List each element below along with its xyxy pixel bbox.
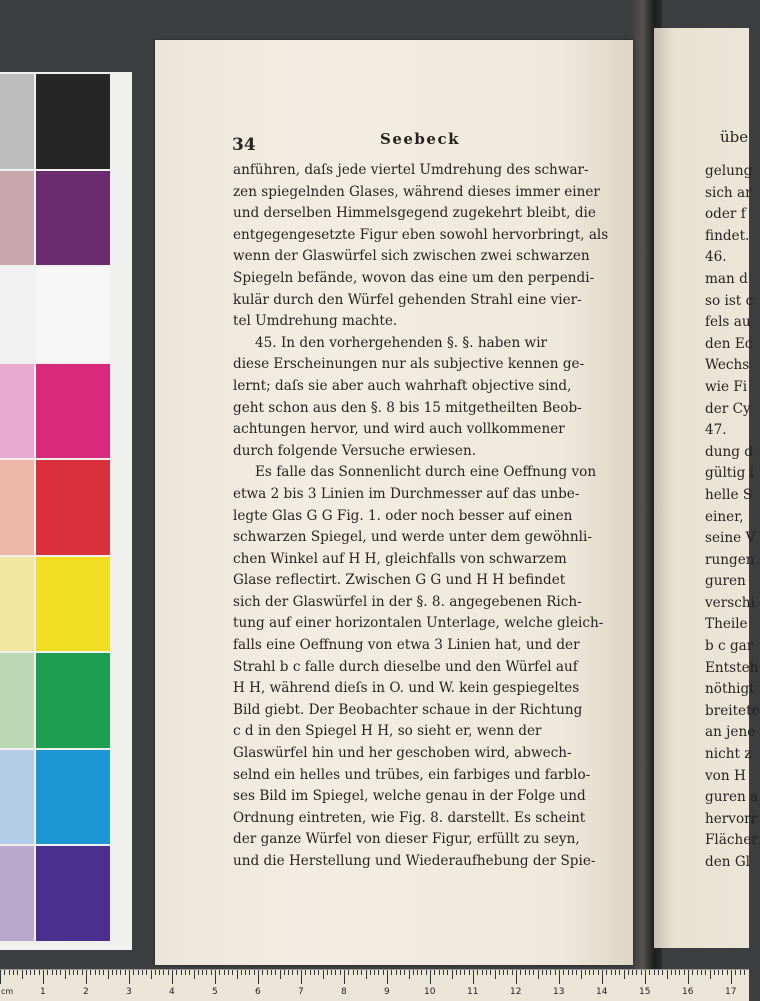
- ruler-tick: [387, 970, 388, 984]
- ruler-tick: [705, 970, 706, 975]
- facing-text-line: gültig i: [705, 465, 754, 482]
- facing-text-line: gelung: [705, 163, 753, 179]
- color-swatch-light: [0, 557, 34, 652]
- color-swatch-saturated: [36, 171, 110, 266]
- color-swatch-saturated: [36, 653, 110, 748]
- ruler-tick: [267, 970, 268, 975]
- ruler-tick: [310, 970, 311, 975]
- ruler-tick: [185, 970, 186, 975]
- facing-text-line: breitete: [705, 702, 760, 719]
- ruler-tick: [258, 970, 259, 984]
- ruler-tick: [125, 970, 126, 975]
- ruler-tick: [628, 970, 629, 975]
- ruler-tick: [357, 970, 358, 975]
- ruler-tick: [555, 970, 556, 975]
- facing-text-line: einer,: [705, 508, 744, 525]
- text-line: Strahl b c falle durch dieselbe und den Würfel auf: [233, 658, 578, 675]
- ruler-tick: [469, 970, 470, 975]
- ruler-tick: [447, 970, 448, 975]
- ruler-tick: [344, 970, 345, 984]
- text-line: tel Umdrehung machte.: [233, 313, 398, 330]
- ruler-tick: [679, 970, 680, 975]
- page-number: 34: [232, 135, 256, 155]
- ruler-tick: [464, 970, 465, 975]
- ruler-tick: [280, 970, 281, 979]
- facing-text-line: oder f: [705, 206, 746, 223]
- text-line: Glaswürfel hin und her geschoben wird, abwech-: [233, 745, 572, 762]
- facing-page-text: [705, 161, 760, 874]
- ruler-label: 3: [126, 987, 132, 997]
- ruler-tick: [722, 970, 723, 975]
- ruler-tick: [671, 970, 672, 975]
- ruler-tick: [56, 970, 57, 975]
- ruler-tick: [404, 970, 405, 975]
- ruler-label: 12: [510, 987, 522, 997]
- ruler-tick: [13, 970, 14, 975]
- ruler-tick: [241, 970, 242, 975]
- ruler-tick: [675, 970, 676, 975]
- ruler-tick: [30, 970, 31, 975]
- ruler-tick: [692, 970, 693, 975]
- ruler-tick: [520, 970, 521, 975]
- measurement-ruler: [0, 969, 749, 1001]
- ruler-tick: [589, 970, 590, 975]
- ruler-tick: [366, 970, 367, 979]
- page-body-text: [233, 160, 618, 873]
- color-swatch-light: [0, 846, 34, 941]
- ruler-tick: [275, 970, 276, 975]
- ruler-tick: [353, 970, 354, 975]
- ruler-tick: [172, 970, 173, 984]
- text-line: und die Herstellung und Wiederaufhebung der Spie-: [233, 853, 596, 869]
- ruler-tick: [632, 970, 633, 975]
- ruler-tick: [194, 970, 195, 979]
- ruler-tick: [17, 970, 18, 975]
- ruler-tick: [22, 970, 23, 979]
- ruler-tick: [34, 970, 35, 975]
- text-line: Es falle das Sonnenlicht durch eine Oeffnung von: [255, 464, 597, 481]
- ruler-tick: [198, 970, 199, 975]
- ruler-tick: [0, 970, 1, 984]
- ruler-tick: [391, 970, 392, 975]
- color-swatch-saturated: [36, 557, 110, 652]
- ruler-tick: [77, 970, 78, 975]
- color-swatch-saturated: [36, 750, 110, 845]
- ruler-tick: [4, 970, 5, 975]
- text-line: durch folgende Versuche erwiesen.: [233, 442, 477, 459]
- ruler-tick: [82, 970, 83, 975]
- facing-text-line: b c gar: [705, 638, 754, 655]
- text-line: entgegengesetzte Figur eben sowohl hervorbringt, als: [233, 226, 609, 243]
- facing-text-line: Entsteh: [705, 659, 759, 676]
- ruler-tick: [297, 970, 298, 975]
- ruler-label: 2: [83, 987, 89, 997]
- ruler-tick: [335, 970, 336, 975]
- ruler-tick: [52, 970, 53, 975]
- ruler-tick: [615, 970, 616, 975]
- ruler-tick: [731, 970, 732, 984]
- ruler-tick: [224, 970, 225, 975]
- ruler-tick: [155, 970, 156, 975]
- ruler-tick: [202, 970, 203, 975]
- ruler-tick: [718, 970, 719, 975]
- ruler-tick: [232, 970, 233, 975]
- ruler-tick: [658, 970, 659, 975]
- ruler-tick: [215, 970, 216, 984]
- ruler-tick: [421, 970, 422, 975]
- ruler-label: 14: [596, 987, 608, 997]
- ruler-tick: [529, 970, 530, 975]
- ruler-tick: [305, 970, 306, 975]
- text-line: Glase reflectirt. Zwischen G G und H H befindet: [233, 572, 566, 589]
- ruler-tick: [314, 970, 315, 975]
- ruler-tick: [211, 970, 212, 975]
- ruler-tick: [619, 970, 620, 975]
- facing-text-line: nicht z: [705, 746, 752, 763]
- ruler-tick: [550, 970, 551, 975]
- ruler-tick: [606, 970, 607, 975]
- facing-text-line: hervorr: [705, 810, 758, 827]
- ruler-tick: [292, 970, 293, 975]
- facing-text-line: rungen: [705, 551, 755, 568]
- text-line: lernt; daſs sie aber auch wahrhaft objective sind,: [233, 377, 572, 394]
- color-swatch-saturated: [36, 267, 110, 362]
- ruler-tick: [120, 970, 121, 975]
- ruler-tick: [563, 970, 564, 975]
- ruler-tick: [482, 970, 483, 975]
- text-line: ses Bild im Spiegel, welche genau in der Folge und: [233, 788, 586, 805]
- ruler-tick: [688, 970, 689, 984]
- ruler-tick: [538, 970, 539, 979]
- ruler-tick: [318, 970, 319, 975]
- ruler-tick: [86, 970, 87, 984]
- ruler-tick: [456, 970, 457, 975]
- ruler-tick: [430, 970, 431, 984]
- ruler-tick: [116, 970, 117, 975]
- ruler-tick: [503, 970, 504, 975]
- ruler-tick: [473, 970, 474, 984]
- facing-text-line: dung d: [705, 443, 753, 460]
- ruler-tick: [542, 970, 543, 975]
- facing-text-line: von H: [705, 767, 746, 784]
- ruler-tick: [525, 970, 526, 975]
- color-swatch-light: [0, 750, 34, 845]
- ruler-tick: [219, 970, 220, 975]
- color-swatch-light: [0, 267, 34, 362]
- facing-text-line: man d: [705, 270, 748, 287]
- ruler-tick: [95, 970, 96, 975]
- facing-text-line: den Gl: [705, 854, 751, 870]
- ruler-tick: [710, 970, 711, 979]
- ruler-tick: [108, 970, 109, 979]
- ruler-tick: [602, 970, 603, 984]
- ruler-tick: [159, 970, 160, 975]
- text-line: chen Winkel auf H H, gleichfalls von schwarzem: [233, 550, 567, 567]
- facing-text-line: der Cy: [705, 400, 751, 417]
- text-line: c d in den Spiegel H H, so sieht er, wenn der: [233, 723, 542, 740]
- facing-text-line: guren a: [705, 789, 759, 806]
- ruler-tick: [568, 970, 569, 975]
- ruler-tick: [181, 970, 182, 975]
- ruler-tick: [516, 970, 517, 984]
- ruler-tick: [378, 970, 379, 975]
- facing-text-line: wie Fi: [705, 378, 748, 395]
- ruler-tick: [26, 970, 27, 975]
- ruler-tick: [39, 970, 40, 975]
- ruler-tick: [533, 970, 534, 975]
- text-line: kulär durch den Würfel gehenden Strahl eine vier-: [233, 291, 582, 308]
- text-line: schwarzen Spiegel, und werde unter dem gewöhnli-: [233, 529, 592, 546]
- ruler-tick: [43, 970, 44, 984]
- ruler-tick: [593, 970, 594, 975]
- ruler-tick: [129, 970, 130, 984]
- text-line: selnd ein helles und trübes, ein farbiges und farblo-: [233, 766, 591, 783]
- ruler-label: 5: [212, 987, 218, 997]
- ruler-tick: [99, 970, 100, 975]
- ruler-tick: [189, 970, 190, 975]
- ruler-tick: [512, 970, 513, 975]
- text-line: Spiegeln befände, wovon das eine um den perpendi-: [233, 269, 595, 286]
- facing-text-line: so ist c: [705, 292, 754, 309]
- ruler-tick: [576, 970, 577, 975]
- ruler-tick: [348, 970, 349, 975]
- ruler-tick: [581, 970, 582, 979]
- facing-text-line: sich ar: [705, 184, 752, 201]
- ruler-label: 16: [682, 987, 694, 997]
- ruler-tick: [507, 970, 508, 975]
- ruler-label: 6: [255, 987, 261, 997]
- ruler-tick: [662, 970, 663, 975]
- ruler-tick: [142, 970, 143, 975]
- ruler-tick: [245, 970, 246, 975]
- facing-text-line: Flächer: [705, 832, 758, 849]
- ruler-tick: [667, 970, 668, 979]
- color-checker: [0, 72, 132, 950]
- ruler-tick: [598, 970, 599, 975]
- facing-text-line: den Ec: [705, 335, 753, 352]
- color-swatch-light: [0, 653, 34, 748]
- text-line: zen spiegelnden Glases, während dieses immer einer: [233, 183, 600, 200]
- ruler-tick: [271, 970, 272, 975]
- color-swatch-saturated: [36, 846, 110, 941]
- text-line: 45. In den vorhergehenden §. §. haben wir: [255, 334, 548, 351]
- text-line: falls eine Oeffnung von etwa 3 Linien hat, und der: [233, 637, 580, 654]
- ruler-label: 13: [553, 987, 565, 997]
- facing-text-line: 46.: [705, 249, 727, 266]
- ruler-tick: [90, 970, 91, 975]
- ruler-tick: [151, 970, 152, 979]
- ruler-tick: [740, 970, 741, 975]
- ruler-tick: [641, 970, 642, 975]
- ruler-tick: [262, 970, 263, 975]
- facing-text-line: verschi: [705, 594, 755, 611]
- running-head: Seebeck: [380, 130, 460, 148]
- ruler-tick: [133, 970, 134, 975]
- ruler-tick: [611, 970, 612, 975]
- ruler-tick: [697, 970, 698, 975]
- ruler-tick: [254, 970, 255, 975]
- ruler-label: 9: [384, 987, 390, 997]
- ruler-tick: [452, 970, 453, 979]
- ruler-label: 7: [298, 987, 304, 997]
- text-line: Ordnung eintreten, wie Fig. 8. darstellt. Es scheint: [233, 809, 586, 826]
- ruler-label: 15: [639, 987, 651, 997]
- ruler-tick: [443, 970, 444, 975]
- ruler-tick: [434, 970, 435, 975]
- text-line: etwa 2 bis 3 Linien im Durchmesser auf das unbe-: [233, 485, 580, 502]
- ruler-tick: [146, 970, 147, 975]
- ruler-unit: cm: [1, 987, 14, 996]
- ruler-tick: [340, 970, 341, 975]
- ruler-tick: [684, 970, 685, 975]
- ruler-tick: [744, 970, 745, 975]
- ruler-tick: [714, 970, 715, 975]
- facing-text-line: fels au: [705, 314, 751, 331]
- ruler-tick: [383, 970, 384, 975]
- ruler-label: 17: [725, 987, 737, 997]
- ruler-tick: [559, 970, 560, 984]
- ruler-tick: [409, 970, 410, 979]
- ruler-tick: [585, 970, 586, 975]
- ruler-tick: [649, 970, 650, 975]
- ruler-tick: [331, 970, 332, 975]
- ruler-tick: [460, 970, 461, 975]
- ruler-tick: [168, 970, 169, 975]
- ruler-tick: [546, 970, 547, 975]
- color-swatch-light: [0, 460, 34, 555]
- text-line: sich der Glaswürfel in der §. 8. angegebenen Rich-: [233, 593, 582, 610]
- ruler-tick: [654, 970, 655, 975]
- ruler-tick: [413, 970, 414, 975]
- facing-text-line: helle S: [705, 486, 753, 503]
- ruler-tick: [323, 970, 324, 979]
- ruler-tick: [400, 970, 401, 975]
- facing-text-line: Theile: [705, 616, 748, 633]
- ruler-tick: [301, 970, 302, 984]
- text-line: geht schon aus den §. 8 bis 15 mitgetheilten Beob-: [233, 399, 582, 416]
- ruler-tick: [206, 970, 207, 975]
- ruler-tick: [490, 970, 491, 975]
- color-swatch-light: [0, 74, 34, 169]
- ruler-tick: [103, 970, 104, 975]
- text-line: und derselben Himmelsgegend zugekehrt bleibt, die: [233, 205, 596, 222]
- ruler-tick: [284, 970, 285, 975]
- ruler-tick: [9, 970, 10, 975]
- text-line: der ganze Würfel von dieser Figur, erfüllt zu seyn,: [233, 831, 580, 848]
- ruler-tick: [112, 970, 113, 975]
- ruler-tick: [636, 970, 637, 975]
- text-line: wenn der Glaswürfel sich zwischen zwei schwarzen: [233, 248, 590, 265]
- ruler-label: 11: [467, 987, 479, 997]
- ruler-tick: [735, 970, 736, 975]
- text-line: achtungen hervor, und wird auch vollkommener: [233, 421, 565, 438]
- facing-text-line: guren: [705, 573, 746, 590]
- color-swatch-light: [0, 171, 34, 266]
- ruler-tick: [417, 970, 418, 975]
- ruler-tick: [73, 970, 74, 975]
- ruler-tick: [65, 970, 66, 979]
- ruler-tick: [361, 970, 362, 975]
- facing-text-line: seine V: [705, 530, 756, 547]
- color-swatch-light: [0, 364, 34, 459]
- ruler-tick: [727, 970, 728, 975]
- ruler-label: 10: [424, 987, 436, 997]
- ruler-tick: [477, 970, 478, 975]
- ruler-tick: [176, 970, 177, 975]
- ruler-tick: [624, 970, 625, 979]
- ruler-tick: [499, 970, 500, 975]
- color-swatch-saturated: [36, 460, 110, 555]
- text-line: legte Glas G G Fig. 1. oder noch besser auf einen: [233, 507, 573, 524]
- ruler-tick: [228, 970, 229, 975]
- ruler-label: 4: [169, 987, 175, 997]
- text-line: tung auf einer horizontalen Unterlage, welche gleich-: [233, 615, 604, 632]
- facing-text-line: findet.: [705, 227, 750, 244]
- ruler-tick: [370, 970, 371, 975]
- color-swatch-saturated: [36, 364, 110, 459]
- ruler-tick: [396, 970, 397, 975]
- ruler-tick: [47, 970, 48, 975]
- facing-text-line: Wechs: [705, 357, 750, 374]
- facing-text-line: an jene: [705, 724, 756, 741]
- ruler-tick: [426, 970, 427, 975]
- color-swatch-saturated: [36, 74, 110, 169]
- ruler-tick: [288, 970, 289, 975]
- ruler-tick: [486, 970, 487, 975]
- ruler-label: 8: [341, 987, 347, 997]
- text-line: diese Erscheinungen nur als subjective kennen ge-: [233, 356, 585, 373]
- text-line: H H, während dieſs in O. und W. kein gespiegeltes: [233, 680, 580, 697]
- ruler-tick: [495, 970, 496, 979]
- facing-text-line: nöthigt: [705, 681, 755, 698]
- ruler-tick: [69, 970, 70, 975]
- ruler-tick: [439, 970, 440, 975]
- text-line: Bild giebt. Der Beobachter schaue in der Richtung: [233, 701, 583, 718]
- facing-text-line: 47.: [705, 422, 727, 439]
- ruler-tick: [327, 970, 328, 975]
- ruler-tick: [163, 970, 164, 975]
- ruler-tick: [572, 970, 573, 975]
- ruler-tick: [237, 970, 238, 979]
- ruler-tick: [60, 970, 61, 975]
- ruler-tick: [701, 970, 702, 975]
- facing-page-header: übe: [720, 128, 749, 146]
- ruler-label: 1: [40, 987, 46, 997]
- ruler-tick: [374, 970, 375, 975]
- ruler-tick: [138, 970, 139, 975]
- text-line: anführen, daſs jede viertel Umdrehung des schwar-: [233, 162, 589, 178]
- ruler-tick: [645, 970, 646, 984]
- ruler-tick: [249, 970, 250, 975]
